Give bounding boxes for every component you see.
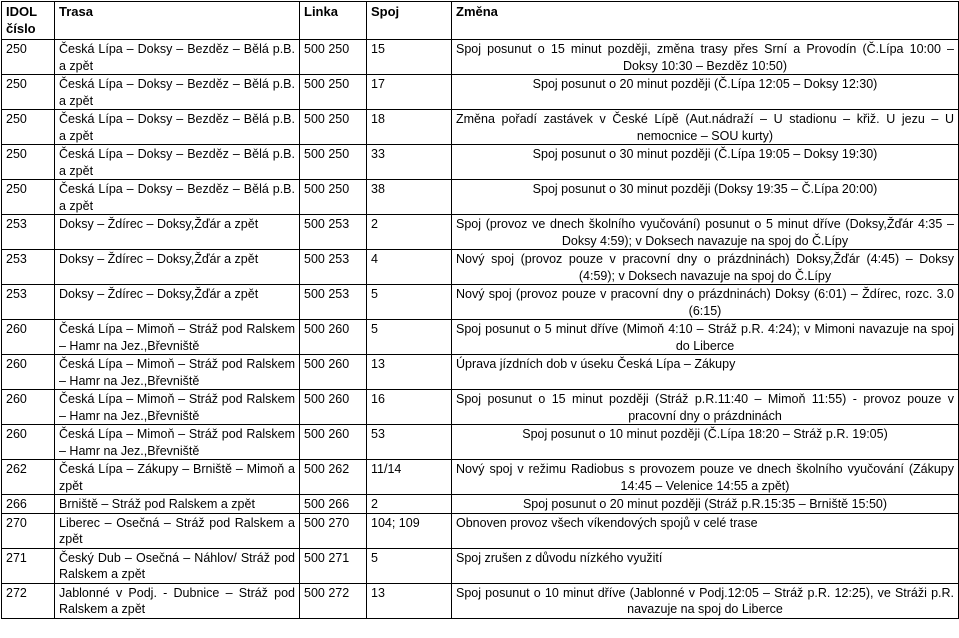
row-linka: 500 250: [300, 180, 367, 215]
table-row: [2, 285, 959, 320]
row-idol-number: 262: [2, 460, 55, 495]
row-idol-number: 250: [2, 180, 55, 215]
row-trasa: Doksy – Ždírec – Doksy,Žďár a zpět: [55, 215, 300, 250]
table-row: [2, 460, 959, 495]
row-zmena: Spoj (provoz ve dnech školního vyučování) posunut o 5 minut dříve (Doksy,Žďár 4:35 – Doksy 4:59); v Doksech navazuje na spoj do Č.Lípy: [452, 215, 959, 250]
row-zmena: Obnoven provoz všech víkendových spojů v celé trase: [452, 513, 959, 548]
row-idol-number: 253: [2, 285, 55, 320]
row-trasa: Česká Lípa – Doksy – Bezděz – Bělá p.B. a zpět: [55, 110, 300, 145]
row-spoj: 17: [367, 75, 452, 110]
header-idol: IDOL číslo: [2, 2, 55, 40]
table-row: [2, 355, 959, 390]
row-zmena: Spoj posunut o 30 minut později (Doksy 19:35 – Č.Lípa 20:00): [452, 180, 959, 215]
row-idol-number: 250: [2, 40, 55, 75]
row-linka: 500 253: [300, 215, 367, 250]
table-row: [2, 40, 959, 75]
row-trasa: Jablonné v Podj. - Dubnice – Stráž pod Ralskem a zpět: [55, 583, 300, 618]
table-row: [2, 513, 959, 548]
row-linka: 500 271: [300, 548, 367, 583]
row-linka: 500 260: [300, 390, 367, 425]
row-spoj: 4: [367, 250, 452, 285]
row-zmena: Nový spoj v režimu Radiobus s provozem pouze ve dnech školního vyučování (Zákupy 14:45 – Velenice 14:55 a zpět): [452, 460, 959, 495]
row-trasa: Česká Lípa – Zákupy – Brniště – Mimoň a zpět: [55, 460, 300, 495]
row-linka: 500 250: [300, 40, 367, 75]
row-trasa: Česká Lípa – Mimoň – Stráž pod Ralskem – Hamr na Jez.,Břevniště: [55, 390, 300, 425]
row-spoj: 15: [367, 40, 452, 75]
row-linka: 500 250: [300, 145, 367, 180]
row-idol-number: 253: [2, 250, 55, 285]
row-trasa: Česká Lípa – Doksy – Bezděz – Bělá p.B. a zpět: [55, 40, 300, 75]
row-trasa: Liberec – Osečná – Stráž pod Ralskem a zpět: [55, 513, 300, 548]
row-spoj: 2: [367, 495, 452, 514]
row-linka: 500 260: [300, 425, 367, 460]
row-linka: 500 266: [300, 495, 367, 514]
row-spoj: 53: [367, 425, 452, 460]
row-trasa: Česká Lípa – Doksy – Bezděz – Bělá p.B. a zpět: [55, 145, 300, 180]
header-spoj: Spoj: [367, 2, 452, 40]
row-zmena: Nový spoj (provoz pouze v pracovní dny o prázdninách) Doksy,Žďár (4:45) – Doksy (4:59); v Doksech navazuje na spoj do Č.Lípy: [452, 250, 959, 285]
header-zmena: Změna: [452, 2, 959, 40]
table-row: [2, 110, 959, 145]
row-idol-number: 260: [2, 390, 55, 425]
table-row: [2, 145, 959, 180]
row-zmena: Spoj posunut o 10 minut později (Č.Lípa 18:20 – Stráž p.R. 19:05): [452, 425, 959, 460]
header-row: [2, 2, 959, 40]
row-spoj: 13: [367, 355, 452, 390]
row-linka: 500 270: [300, 513, 367, 548]
row-zmena: Změna pořadí zastávek v České Lípě (Aut.nádraží – U stadionu – křiž. U jezu – U nemocnice – SOU kurty): [452, 110, 959, 145]
row-spoj: 18: [367, 110, 452, 145]
row-linka: 500 272: [300, 583, 367, 618]
row-idol-number: 260: [2, 355, 55, 390]
row-linka: 500 253: [300, 285, 367, 320]
table-row: [2, 75, 959, 110]
row-trasa: Česká Lípa – Doksy – Bezděz – Bělá p.B. a zpět: [55, 180, 300, 215]
row-idol-number: 250: [2, 145, 55, 180]
row-idol-number: 270: [2, 513, 55, 548]
row-zmena: Spoj posunut o 20 minut později (Č.Lípa 12:05 – Doksy 12:30): [452, 75, 959, 110]
row-spoj: 13: [367, 583, 452, 618]
row-idol-number: 272: [2, 583, 55, 618]
table-row: [2, 250, 959, 285]
row-idol-number: 266: [2, 495, 55, 514]
row-trasa: Český Dub – Osečná – Náhlov/ Stráž pod Ralskem a zpět: [55, 548, 300, 583]
row-linka: 500 262: [300, 460, 367, 495]
row-spoj: 2: [367, 215, 452, 250]
table-row: [2, 495, 959, 514]
row-zmena: Spoj posunut o 10 minut dříve (Jablonné v Podj.12:05 – Stráž p.R. 12:25), ve Stráži p.R. navazuje na spoj do Liberce: [452, 583, 959, 618]
table-row: [2, 425, 959, 460]
table-row: [2, 320, 959, 355]
row-zmena: Úprava jízdních dob v úseku Česká Lípa – Zákupy: [452, 355, 959, 390]
row-spoj: 5: [367, 548, 452, 583]
row-linka: 500 250: [300, 110, 367, 145]
table-row: [2, 548, 959, 583]
row-trasa: Doksy – Ždírec – Doksy,Žďár a zpět: [55, 250, 300, 285]
row-zmena: Spoj zrušen z důvodu nízkého využití: [452, 548, 959, 583]
row-trasa: Česká Lípa – Doksy – Bezděz – Bělá p.B. a zpět: [55, 75, 300, 110]
row-idol-number: 250: [2, 75, 55, 110]
row-zmena: Spoj posunut o 15 minut později (Stráž p.R.11:40 – Mimoň 11:55) - provoz pouze v pracovní dny o prázdninách: [452, 390, 959, 425]
table-row: [2, 180, 959, 215]
row-trasa: Brniště – Stráž pod Ralskem a zpět: [55, 495, 300, 514]
row-spoj: 38: [367, 180, 452, 215]
row-spoj: 11/14: [367, 460, 452, 495]
row-trasa: Česká Lípa – Mimoň – Stráž pod Ralskem – Hamr na Jez.,Břevniště: [55, 320, 300, 355]
row-trasa: Česká Lípa – Mimoň – Stráž pod Ralskem – Hamr na Jez.,Břevniště: [55, 355, 300, 390]
row-idol-number: 260: [2, 320, 55, 355]
header-trasa: Trasa: [55, 2, 300, 40]
table-row: [2, 390, 959, 425]
row-spoj: 5: [367, 320, 452, 355]
row-trasa: Doksy – Ždírec – Doksy,Žďár a zpět: [55, 285, 300, 320]
row-idol-number: 253: [2, 215, 55, 250]
table-row: [2, 583, 959, 618]
row-spoj: 33: [367, 145, 452, 180]
row-idol-number: 250: [2, 110, 55, 145]
row-spoj: 16: [367, 390, 452, 425]
row-idol-number: 260: [2, 425, 55, 460]
row-spoj: 104; 109: [367, 513, 452, 548]
row-spoj: 5: [367, 285, 452, 320]
row-linka: 500 250: [300, 75, 367, 110]
header-linka: Linka: [300, 2, 367, 40]
row-linka: 500 253: [300, 250, 367, 285]
row-linka: 500 260: [300, 320, 367, 355]
changes-table: [1, 1, 959, 619]
row-linka: 500 260: [300, 355, 367, 390]
table-body: [2, 40, 959, 619]
row-zmena: Spoj posunut o 15 minut později, změna trasy přes Srní a Provodín (Č.Lípa 10:00 – Doksy 10:30 – Bezděz 10:50): [452, 40, 959, 75]
table-row: [2, 215, 959, 250]
row-zmena: Spoj posunut o 5 minut dříve (Mimoň 4:10 – Stráž p.R. 4:24); v Mimoni navazuje na spoj do Liberce: [452, 320, 959, 355]
row-zmena: Spoj posunut o 30 minut později (Č.Lípa 19:05 – Doksy 19:30): [452, 145, 959, 180]
row-zmena: Spoj posunut o 20 minut později (Stráž p.R.15:35 – Brniště 15:50): [452, 495, 959, 514]
row-idol-number: 271: [2, 548, 55, 583]
row-trasa: Česká Lípa – Mimoň – Stráž pod Ralskem – Hamr na Jez.,Břevniště: [55, 425, 300, 460]
row-zmena: Nový spoj (provoz pouze v pracovní dny o prázdninách) Doksy (6:01) – Ždírec, rozc. 3.0 (6:15): [452, 285, 959, 320]
